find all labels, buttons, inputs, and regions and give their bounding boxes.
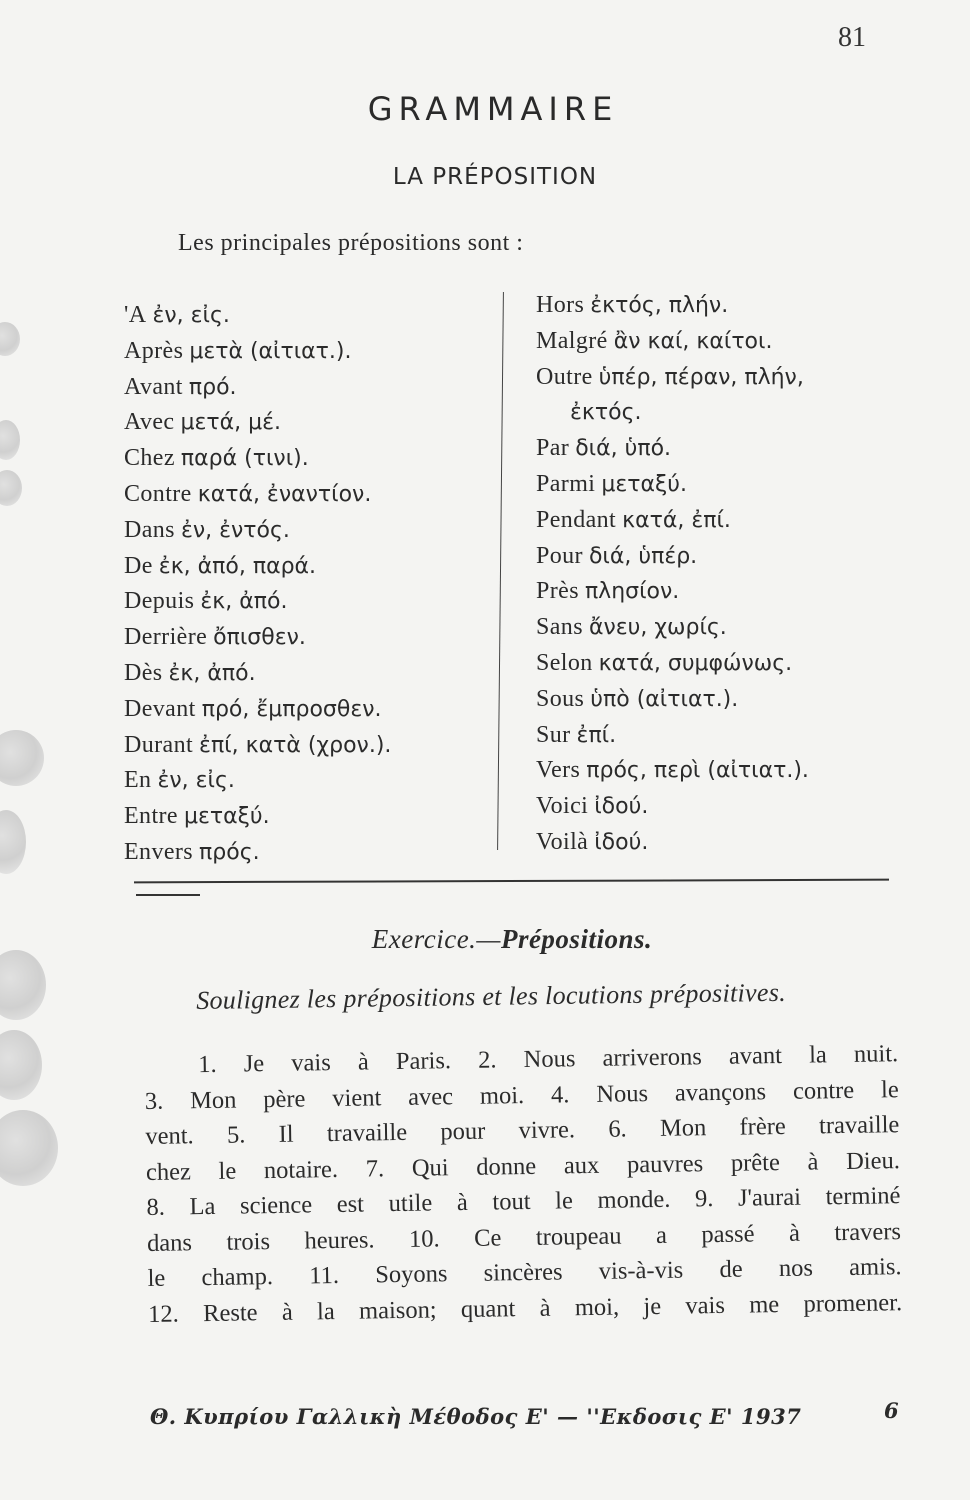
preposition-french: Malgré xyxy=(536,327,608,354)
preposition-french: Contre xyxy=(124,480,192,507)
preposition-french: De xyxy=(124,552,153,579)
preposition-row xyxy=(124,441,494,477)
preposition-french: Vers xyxy=(536,757,581,784)
preposition-french: Hors xyxy=(536,292,585,318)
preposition-french: Chez xyxy=(124,445,175,472)
preposition-greek: πρό, ἔμπροσθεν. xyxy=(201,696,382,722)
exercise-title xyxy=(0,924,970,955)
preposition-greek: πρός. xyxy=(199,839,260,865)
preposition-greek: διά, ὑπό. xyxy=(575,436,672,462)
preposition-french: Entre xyxy=(124,803,178,830)
column-divider xyxy=(497,292,504,850)
preposition-row xyxy=(124,477,494,513)
exercise-line: 12. Reste à la maison; quant à moi, je vais me promener. xyxy=(147,1288,903,1328)
preposition-row xyxy=(536,360,916,396)
preposition-row xyxy=(124,656,494,692)
preposition-french: Voici xyxy=(536,793,589,820)
preposition-greek: πλησίον. xyxy=(584,579,680,605)
exercise-line: 8. La science est utile à tout le monde. 9. J'aurai terminé xyxy=(146,1182,901,1221)
preposition-greek: μετά, μέ. xyxy=(180,410,281,436)
preposition-row xyxy=(124,799,494,835)
punch-hole-mark xyxy=(0,470,22,506)
preposition-row xyxy=(536,288,916,324)
preposition-greek: ἐκ, ἀπό, παρά. xyxy=(158,553,317,579)
preposition-greek: ἐκ, ἀπό. xyxy=(200,589,288,615)
preposition-greek: ἐν, εἰς. xyxy=(152,303,230,328)
preposition-greek: ἰδού. xyxy=(594,829,649,855)
preposition-greek: ἐν, ἐντός. xyxy=(180,517,290,543)
exercise-line: le champ. 11. Soyons sincères vis-à-vis de nos amis. xyxy=(147,1253,902,1292)
preposition-row xyxy=(536,789,916,825)
preposition-row xyxy=(124,692,494,728)
preposition-french: Pour xyxy=(536,542,583,569)
preposition-row xyxy=(124,620,494,656)
preposition-row xyxy=(536,753,916,789)
preposition-french: Avec xyxy=(124,409,175,436)
prepositions-left-column xyxy=(124,298,494,871)
preposition-greek: κατά, ἐπί. xyxy=(622,507,731,533)
preposition-greek: ἰδού. xyxy=(594,794,649,820)
section-divider xyxy=(134,879,889,884)
preposition-french: Sans xyxy=(536,614,583,641)
exercise-title-main: Prépositions. xyxy=(500,924,653,954)
signature-number: 6 xyxy=(884,1398,899,1423)
preposition-greek: κατά, συμφώνως. xyxy=(598,650,793,676)
preposition-row xyxy=(124,370,494,406)
preposition-greek: πρός, περὶ (αἰτιατ.). xyxy=(586,758,809,784)
preposition-row xyxy=(124,405,494,441)
preposition-french: Par xyxy=(536,435,570,462)
preposition-french: Selon xyxy=(536,649,593,676)
preposition-greek: ἐκτός. xyxy=(570,400,642,426)
preposition-row xyxy=(124,334,494,370)
preposition-row xyxy=(124,513,494,549)
preposition-row xyxy=(536,574,916,610)
section-subtitle: LA PRÉPOSITION xyxy=(392,164,598,190)
preposition-french: Près xyxy=(536,578,579,605)
page-number: 81 xyxy=(838,22,866,53)
preposition-greek: ἐκ, ἀπό. xyxy=(168,660,256,686)
preposition-greek: μετὰ (αἰτιατ.). xyxy=(189,338,352,364)
preposition-greek: ἐν, εἰς. xyxy=(157,768,235,794)
preposition-french: Durant xyxy=(124,731,194,758)
punch-hole-mark xyxy=(0,810,26,874)
punch-hole-mark xyxy=(0,1030,42,1100)
punch-hole-mark xyxy=(0,420,20,460)
preposition-french: Depuis xyxy=(124,588,195,615)
preposition-french: Outre xyxy=(536,363,593,390)
preposition-row xyxy=(124,728,494,764)
punch-hole-mark xyxy=(0,950,46,1020)
preposition-greek: ἄνευ, χωρίς. xyxy=(588,615,727,641)
preposition-row xyxy=(536,825,916,861)
preposition-greek: μεταξύ. xyxy=(183,804,270,830)
preposition-greek: ἐκτός, πλήν. xyxy=(590,293,729,318)
preposition-row xyxy=(124,298,494,334)
preposition-greek: ὑπέρ, πέραν, πλήν, xyxy=(598,364,804,390)
preposition-greek: ὄπισθεν. xyxy=(213,625,306,651)
exercise-line: dans trois heures. 10. Ce troupeau a passé à travers xyxy=(146,1217,902,1257)
preposition-greek: παρά (τινι). xyxy=(180,446,309,472)
preposition-greek: πρό. xyxy=(188,374,237,400)
preposition-greek: ἐπί. xyxy=(576,722,617,748)
exercise-line: chez le notaire. 7. Qui donne aux pauvres prête à Dieu. xyxy=(145,1146,901,1186)
preposition-row xyxy=(124,549,494,585)
punch-hole-mark xyxy=(0,322,20,356)
preposition-french: Envers xyxy=(124,838,194,865)
preposition-french: Parmi xyxy=(536,470,596,497)
preposition-french: Dans xyxy=(124,516,175,543)
preposition-row xyxy=(536,467,916,503)
preposition-french: Après xyxy=(124,337,184,364)
punch-hole-mark xyxy=(0,730,44,786)
preposition-row xyxy=(124,835,494,871)
punch-hole-mark xyxy=(0,1110,58,1186)
preposition-french: Sur xyxy=(536,721,571,748)
preposition-greek: ὑπὸ (αἰτιατ.). xyxy=(590,686,739,712)
preposition-greek: διά, ὑπέρ. xyxy=(588,543,698,569)
preposition-greek: ἐπί, κατὰ (χρον.). xyxy=(199,732,392,758)
preposition-row xyxy=(536,718,916,754)
exercise-line: 1. Je vais à Paris. 2. Nous arriverons avant la nuit. xyxy=(198,1040,899,1079)
preposition-greek: κατά, ἐναντίον. xyxy=(197,481,372,507)
preposition-row xyxy=(536,539,916,575)
preposition-row xyxy=(536,324,916,360)
intro-text: Les principales prépositions sont : xyxy=(178,230,524,256)
preposition-french: Voilà xyxy=(536,828,589,855)
exercise-instruction: Soulignez les prépositions et les locutions prépositives. xyxy=(196,977,787,1015)
preposition-french: Avant xyxy=(124,373,183,400)
exercise-body xyxy=(144,1036,902,1332)
preposition-row xyxy=(536,395,916,431)
prepositions-right-column xyxy=(536,288,916,861)
footer-citation: Θ. Κυπρίου Γαλλικὴ Μέθοδος Ε' — ''Εκδοσις Ε' 1937 xyxy=(150,1404,802,1429)
preposition-french: Devant xyxy=(124,695,196,722)
preposition-french: Pendant xyxy=(536,506,617,533)
exercise-title-prefix: Exercice.— xyxy=(371,924,501,954)
preposition-greek: ἂν καί, καίτοι. xyxy=(613,328,773,354)
preposition-row xyxy=(536,610,916,646)
page-title: GRAMMAIRE xyxy=(367,90,619,128)
preposition-row xyxy=(124,584,494,620)
preposition-row xyxy=(536,682,916,718)
preposition-french: Derrière xyxy=(124,624,208,651)
preposition-row xyxy=(536,431,916,467)
exercise-line: vent. 5. Il travaille pour vivre. 6. Mon frère travaille xyxy=(145,1111,900,1150)
exercise-line: 3. Mon père vient avec moi. 4. Nous avançons contre le xyxy=(144,1075,899,1115)
preposition-row xyxy=(536,646,916,682)
preposition-greek: μεταξύ. xyxy=(601,471,687,497)
preposition-row xyxy=(536,503,916,539)
preposition-french: En xyxy=(124,767,152,794)
preposition-row xyxy=(124,763,494,799)
preposition-french: 'A xyxy=(124,302,147,328)
preposition-french: Dès xyxy=(124,659,163,686)
section-divider-short xyxy=(136,894,200,896)
preposition-french: Sous xyxy=(536,685,585,712)
